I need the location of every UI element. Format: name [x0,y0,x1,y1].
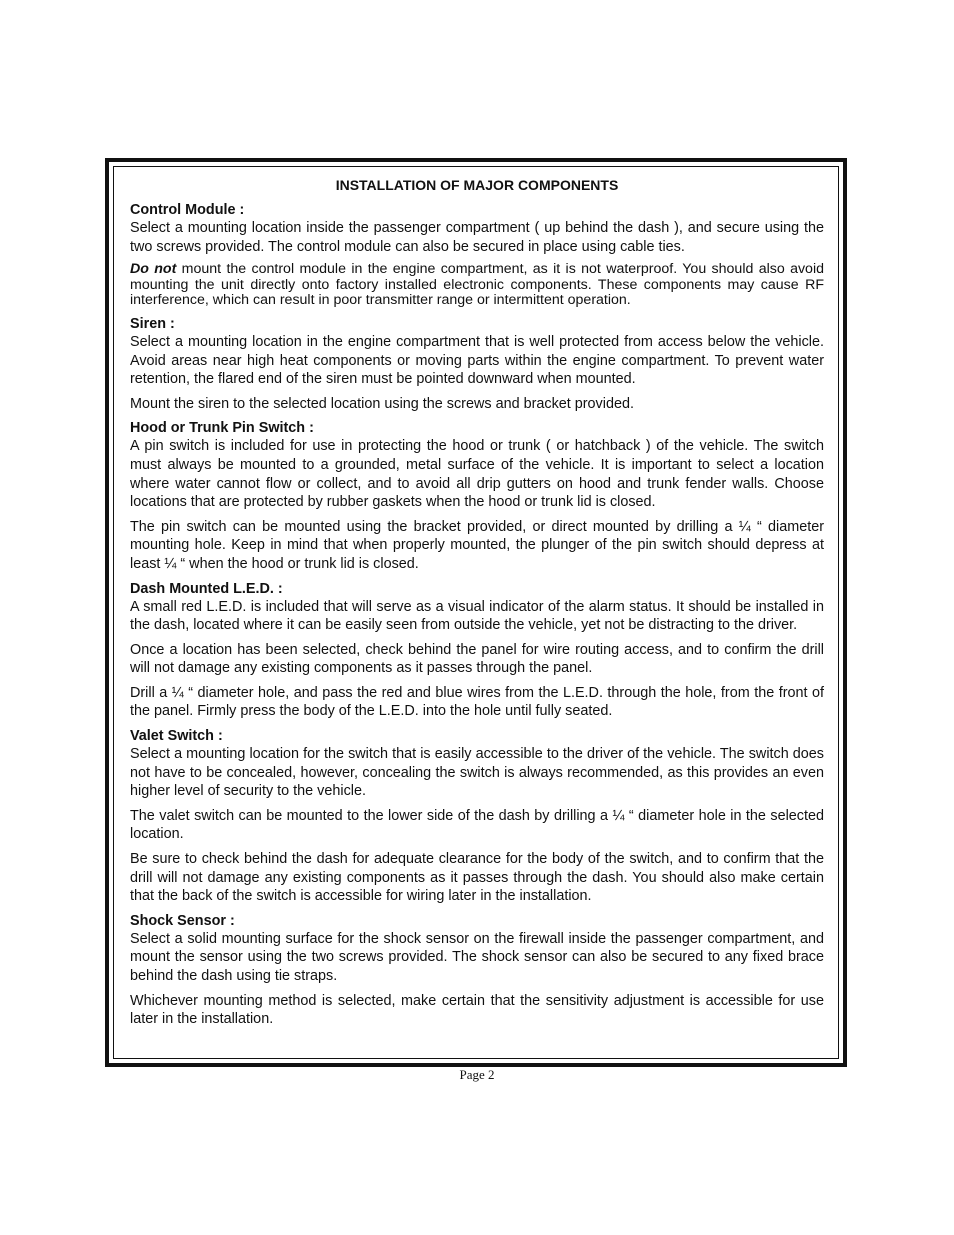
paragraph: Drill a ¼ “ diameter hole, and pass the red and blue wires from the L.E.D. through the hole, from the front of the panel. Firmly press the body of the L.E.D. into the hole until fully seated. [130,684,824,720]
paragraph: Select a mounting location inside the passenger compartment ( up behind the dash ), and secure using the two screws provided. The control module can also be secured in place using cable ties. [130,220,824,255]
heading-shock-sensor: Shock Sensor : [130,912,235,929]
heading-siren: Siren : [130,315,175,332]
heading-pin-switch: Hood or Trunk Pin Switch : [130,420,314,437]
section-shock-sensor [130,913,824,1029]
paragraph: The valet switch can be mounted to the lower side of the dash by drilling a ¼ “ diameter hole in the selected location. [130,807,824,843]
heading-valet-switch: Valet Switch : [130,728,223,745]
heading-led: Dash Mounted L.E.D. : [130,580,283,597]
section-siren [130,316,824,413]
heading-control-module: Control Module : [130,202,245,218]
paragraph: The pin switch can be mounted using the bracket provided, or direct mounted by drilling a ¼ “ diameter mounting hole. Keep in mind that when properly mounted, the plunger of the pin switch should depress at least ¼ “ when the hood or trunk lid is closed. [130,518,824,572]
paragraph-warning [130,262,824,309]
paragraph: A small red L.E.D. is included that will serve as a visual indicator of the alarm status. It should be installed in the dash, located where it can be easily seen from outside the vehicle, yet not be distracting to the driver. [130,598,824,634]
content-box [113,166,839,1059]
paragraph: A pin switch is included for use in protecting the hood or trunk ( or hatchback ) of the vehicle. The switch must always be mounted to a grounded, metal surface of the vehicle. It is important to select a location where water cannot flow or collect, and to avoid all drip gutters on hood and trunk fender walls. Choose locations that are protected by rubber gaskets when the hood or trunk lid is closed. [130,438,824,511]
paragraph: Select a solid mounting surface for the shock sensor on the firewall inside the passenger compartment, and mount the sensor using the two screws provided. The shock sensor can also be secured to any fixed brace behind the dash using tie straps. [130,930,824,984]
paragraph: Select a mounting location in the engine compartment that is well protected from access below the vehicle. Avoid areas near high heat components or moving parts within the engine compartment. To prevent water retention, the flared end of the siren must be pointed downward when mounted. [130,333,824,388]
section-led [130,581,824,722]
section-pin-switch [130,420,824,573]
page-border [105,158,847,1067]
warning-text: mount the control module in the engine compartment, as it is not waterproof. You should also avoid mounting the unit directly onto factory installed electronic components. These components may cause RF interference, which can result in poor transmitter range or intermittent operation. [130,261,824,309]
paragraph: Once a location has been selected, check behind the panel for wire routing access, and to confirm the drill will not damage any existing components as it passes through the panel. [130,641,824,677]
document-title: INSTALLATION OF MAJOR COMPONENTS [335,177,619,193]
paragraph: Mount the siren to the selected location using the screws and bracket provided. [130,395,634,412]
section-control-module [130,202,824,309]
page-number: Page 2 [459,1067,495,1082]
paragraph: Be sure to check behind the dash for adequate clearance for the body of the switch, and to confirm that the drill will not damage any existing components as it passes through the dash. You should also make certain that the back of the switch is accessible for wiring later in the installation. [130,851,824,905]
paragraph: Select a mounting location for the switch that is easily accessible to the driver of the vehicle. The switch does not have to be concealed, however, concealing the switch is always recommended, as this provides an even higher level of security to the vehicle. [130,746,824,800]
paragraph: Whichever mounting method is selected, make certain that the sensitivity adjustment is accessible for use later in the installation. [130,992,824,1028]
section-valet-switch [130,728,824,906]
emphasis-do-not: Do not [130,261,177,278]
